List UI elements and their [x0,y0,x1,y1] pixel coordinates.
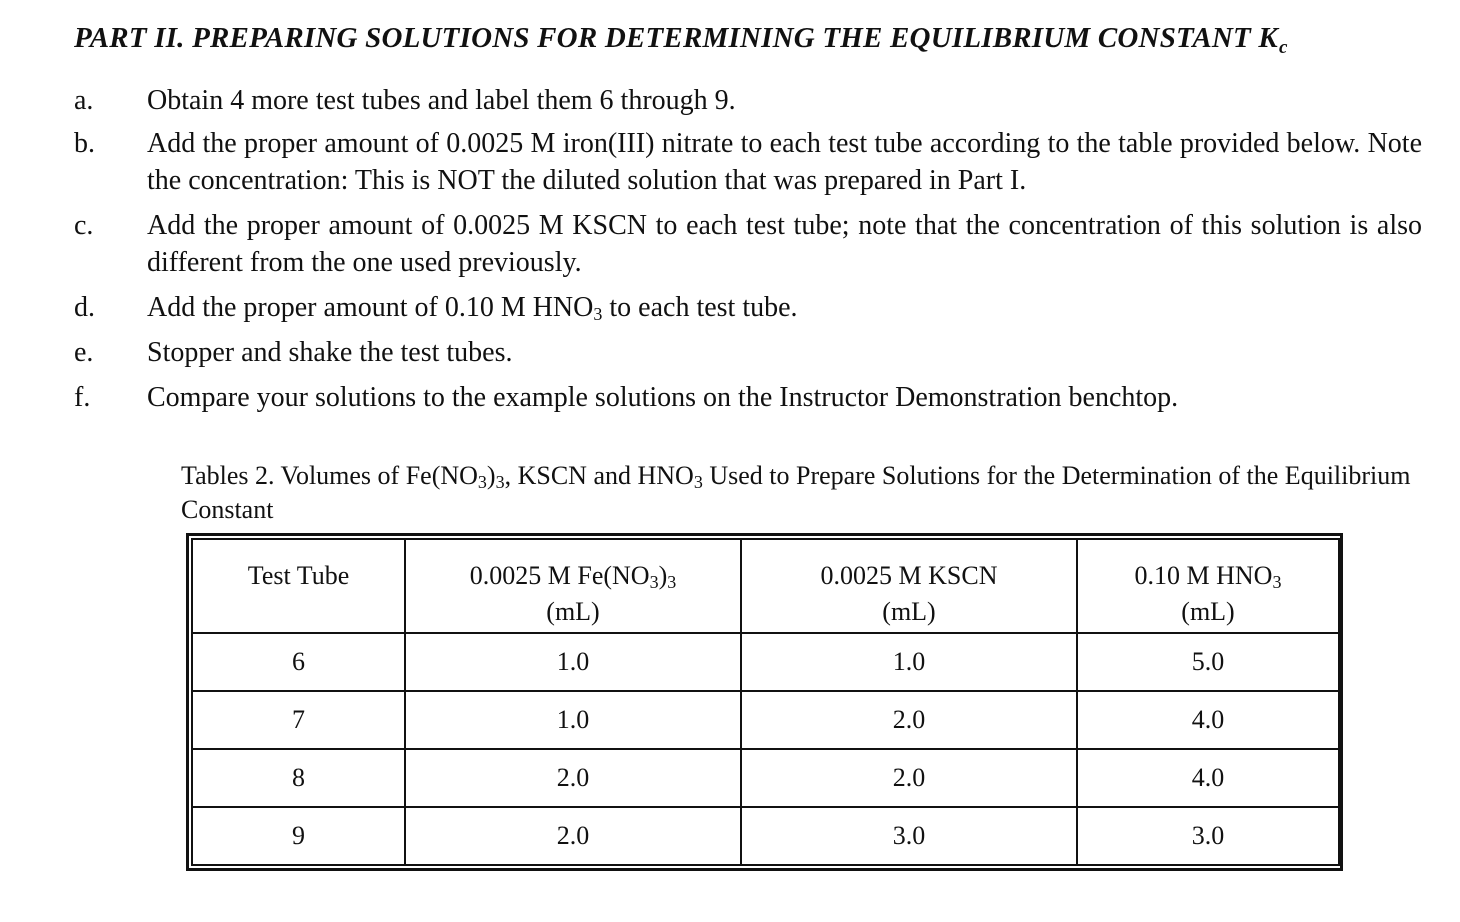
cell-kscn: 3.0 [741,807,1077,865]
part-title [74,22,1288,59]
header-unit: (mL) [546,597,600,626]
subscript: 3 [495,472,505,492]
step-text-after: to each test tube. [602,292,798,323]
volumes-table-frame [186,533,1343,871]
subscript: 3 [693,472,703,492]
header-unit: (mL) [882,597,936,626]
table-row [192,807,1339,865]
step-text [147,289,1422,326]
cell-hno3: 4.0 [1077,691,1339,749]
cell-test-tube: 9 [192,807,405,865]
cell-iron-nitrate: 1.0 [405,691,741,749]
step-text: Obtain 4 more test tubes and label them 6 through 9. [147,85,736,116]
table-row [192,633,1339,691]
volumes-table [191,538,1340,866]
header-line: Test Tube [247,561,350,590]
cell-iron-nitrate: 1.0 [405,633,741,691]
step-marker: e. [74,337,94,368]
header-line [470,561,677,590]
header-line: 0.0025 M KSCN [820,561,998,590]
cell-hno3: 5.0 [1077,633,1339,691]
subscript: 3 [477,472,487,492]
caption-part: Used to Prepare Solutions for the Determination of the Equilibrium Constant [181,461,1411,524]
cell-test-tube: 8 [192,749,405,807]
header-unit: (mL) [1181,597,1235,626]
caption-part: Tables 2. Volumes of Fe(NO [181,461,478,490]
cell-hno3: 3.0 [1077,807,1339,865]
header-hno3 [1077,539,1339,633]
caption-part: , KSCN and HNO [504,461,694,490]
step-marker: c. [74,210,94,241]
header-line [1135,561,1282,590]
table-header-row [192,539,1339,633]
step-marker: b. [74,128,95,159]
table-row [192,691,1339,749]
part-title-text: PART II. PREPARING SOLUTIONS FOR DETERMINING THE EQUILIBRIUM CONSTANT K [74,22,1278,54]
step-text: Compare your solutions to the example solutions on the Instructor Demonstration benchtop. [147,382,1179,413]
header-text: ) [658,561,668,590]
cell-iron-nitrate: 2.0 [405,807,741,865]
step-text: Add the proper amount of 0.0025 M iron(III) nitrate to each test tube according to the table provided below. Note the concentration: This is NOT the diluted solution that was prepared in Part I. [147,128,1422,196]
header-kscn [741,539,1077,633]
header-test-tube [192,539,405,633]
cell-test-tube: 7 [192,691,405,749]
step-text: Stopper and shake the test tubes. [147,337,513,368]
subscript: 3 [649,572,659,592]
cell-test-tube: 6 [192,633,405,691]
cell-hno3: 4.0 [1077,749,1339,807]
header-iron-nitrate [405,539,741,633]
caption-part: ) [486,461,496,490]
cell-kscn: 1.0 [741,633,1077,691]
step-marker: d. [74,292,95,323]
step-text: Add the proper amount of 0.0025 M KSCN to each test tube; note that the concentration of this solution is also different from the one used previously. [147,210,1422,278]
header-text: 0.0025 M Fe(NO [469,561,650,590]
header-text: 0.10 M HNO [1134,561,1273,590]
table-caption [181,459,1421,527]
table-row [192,749,1339,807]
step-text-before: Add the proper amount of 0.10 M HNO [147,292,594,323]
subscript: 3 [593,304,603,324]
subscript: 3 [1272,572,1282,592]
cell-kscn: 2.0 [741,691,1077,749]
step-marker: f. [74,382,91,413]
step-marker: a. [74,85,94,116]
part-title-subscript: c [1278,37,1288,58]
cell-kscn: 2.0 [741,749,1077,807]
cell-iron-nitrate: 2.0 [405,749,741,807]
subscript: 3 [667,572,677,592]
